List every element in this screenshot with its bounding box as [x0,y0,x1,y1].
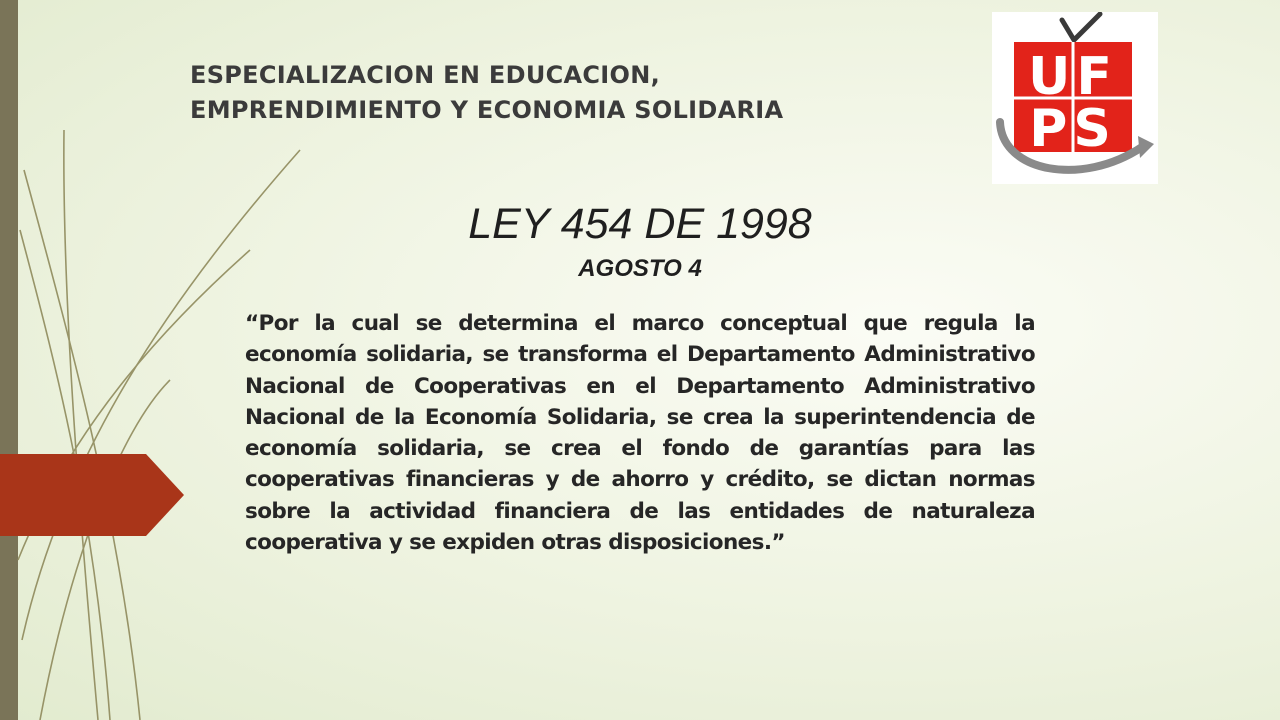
heading-line-1: ESPECIALIZACION EN EDUCACION, [190,61,661,89]
ufps-logo [992,12,1158,184]
logo-text-top: UF [1028,47,1118,107]
heading-line-2: EMPRENDIMIENTO Y ECONOMIA SOLIDARIA [190,96,784,124]
law-date: AGOSTO 4 [578,255,702,282]
red-arrow-tab [0,454,184,536]
logo-check-mark [1062,14,1100,40]
logo-text-bottom: PS [1029,99,1117,159]
law-description-quote: “Por la cual se determina el marco conceptual que regula la economía solidaria, se transforma el Departamento Administrativo Nacional de Cooperativas en el Departamento Administrativo Nacional de la Economía Solidaria, se crea la superintendencia de economía solidaria, se crea el fondo de garantías para las cooperativas financieras y de ahorro y crédito, se dictan normas sobre la actividad financiera de las entidades de naturaleza cooperativa y se expiden otras disposiciones.” [245,311,1035,556]
law-title: LEY 454 DE 1998 [468,200,812,248]
program-heading [190,58,950,128]
